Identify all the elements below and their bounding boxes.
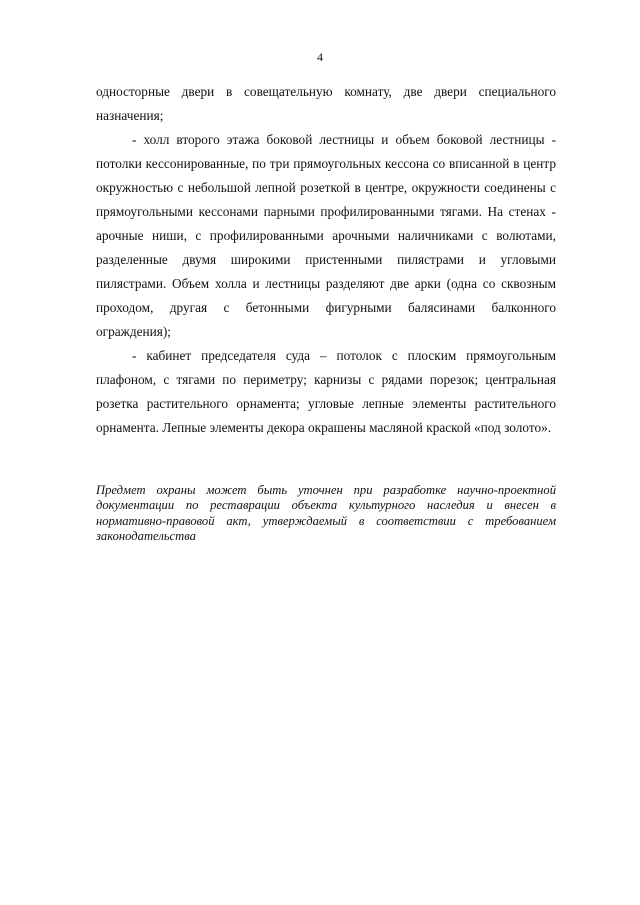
paragraph-chairman-office: - кабинет председателя суда – потолок с плоским прямоугольным плафоном, с тягами по периметру; карнизы с рядами порезок; центральная розетка растительного орнамента; угловые лепные элементы растительного орнамента. Лепные элементы декора окрашены масляной краской «под золото». xyxy=(96,348,556,435)
paragraph-doors-continuation: односторные двери в совещательную комнату, две двери специального назначения; xyxy=(96,84,556,123)
protection-subject-note: Предмет охраны может быть уточнен при разработке научно-проектной документации по реставрации объекта культурного наследия и внесен в нормативно-правовой акт, утверждаемый в соответствии с требованием законодательства xyxy=(96,483,556,544)
paragraph-side-staircase-hall: - холл второго этажа боковой лестницы и объем боковой лестницы - потолки кессонированные, по три прямоугольных кессона со вписанной в центр окружностью с небольшой лепной розеткой в центре, окружности соединены с прямоугольными кессонами парными профилированными тягами. На стенах - арочные ниши, с профилированными арочными наличниками с волютами, разделенные двумя широкими пристенными пилястрами и угловыми пилястрами. Объем холла и лестницы разделяют две арки (одна со сквозным проходом, другая с бетонными фигурными балясинами балконного ограждения); xyxy=(96,132,556,339)
page-number: 4 xyxy=(317,50,323,64)
body-text xyxy=(96,80,556,440)
